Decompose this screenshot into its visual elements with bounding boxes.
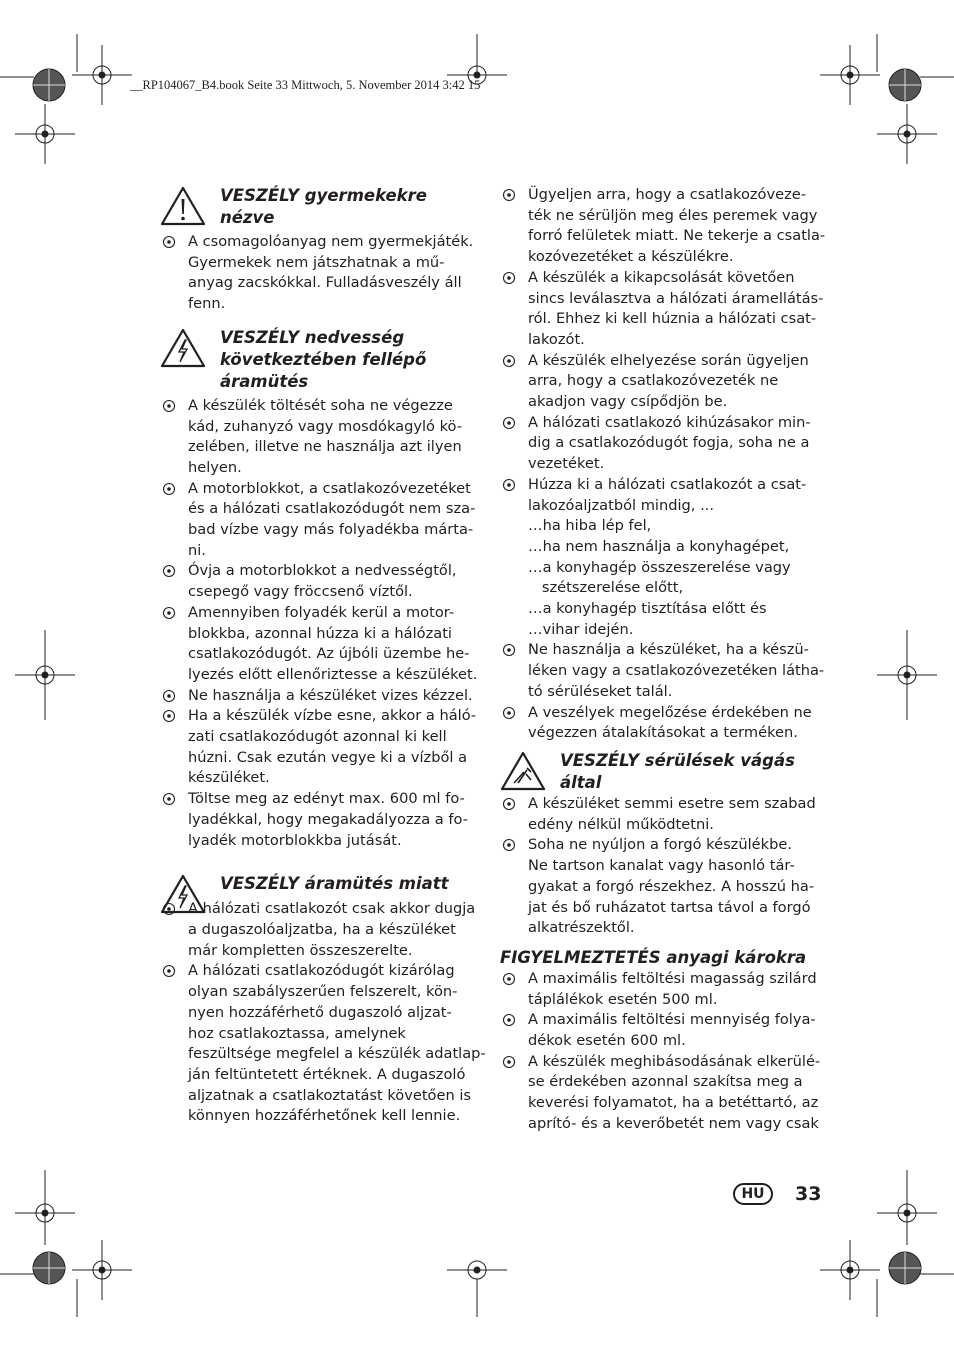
list-item-line: …a konyhagép összeszerelése vagy	[528, 558, 791, 576]
list-item-line: A készülék meghibásodásának elkerülé-	[528, 1052, 821, 1070]
warning-title	[220, 185, 482, 229]
list-item-line: arra, hogy a csatlakozóvezeték ne	[528, 372, 779, 390]
list-item-line: A maximális feltöltési magasság szilárd	[528, 969, 817, 987]
circled-dot-bullet-icon	[502, 706, 516, 720]
list-item-line: nyen hozzáférhető dugaszoló aljzat-	[188, 1003, 452, 1021]
list-item	[500, 351, 825, 413]
list-item	[160, 232, 482, 315]
list-item	[160, 961, 486, 1127]
list-item-line: alkatrészektől.	[528, 919, 635, 937]
language-badge: HU	[733, 1183, 773, 1205]
left-column	[160, 185, 486, 1127]
warning-heading	[160, 327, 482, 393]
list-item-line: zelében, illetve ne használja azt ilyen	[188, 438, 462, 456]
list-item-line: már kompletten összeszerelte.	[188, 941, 413, 959]
bullet-list	[500, 185, 825, 744]
list-item-line: A hálózati csatlakozódugót kizárólag	[188, 962, 455, 980]
list-item-line: tó sérüléseket talál.	[528, 682, 673, 700]
list-item-line: lyadékkal, hogy megakadályozza a fo-	[188, 810, 468, 828]
list-item-line: Soha ne nyúljon a forgó készülékbe.	[528, 836, 792, 854]
list-item	[500, 640, 825, 702]
list-item-line: A hálózati csatlakozó kihúzásakor min-	[528, 413, 811, 431]
right-column	[500, 185, 825, 1135]
list-item-line: fenn.	[188, 295, 226, 313]
list-item	[500, 268, 825, 351]
list-item-line: táplálékok esetén 500 ml.	[528, 990, 718, 1008]
list-item-line: A csomagolóanyag nem gyermekjáték.	[188, 233, 474, 250]
warning-title-line: VESZÉLY sérülések vágás	[560, 750, 795, 770]
page-number: 33	[795, 1183, 822, 1205]
list-item-line: Ne használja a készüléket vizes kézzel.	[188, 686, 473, 704]
list-item-line: dékok esetén 600 ml.	[528, 1032, 686, 1050]
bullet-list	[500, 969, 825, 1135]
list-item-line: aljzatnak a csatlakoztatást követően is	[188, 1086, 471, 1104]
circled-dot-bullet-icon	[502, 416, 516, 430]
bullet-list	[160, 396, 482, 851]
warning-triangle-icon	[160, 185, 206, 227]
circled-dot-bullet-icon	[162, 902, 176, 916]
list-item-line: lyezés előtt ellenőriztesse a készüléket.	[188, 665, 478, 683]
warning-title-line: VESZÉLY áramütés miatt	[220, 874, 449, 894]
list-item-line: lyadék motorblokkba jutását.	[188, 831, 402, 849]
list-item-line: keverési folyamatot, ha a betéttartó, az	[528, 1094, 819, 1112]
list-item-line: olyan szabályszerűen felszerelt, kön-	[188, 983, 458, 1001]
list-item-line: forró felületek miatt. Ne tekerje a csatla-	[528, 227, 826, 245]
list-item-line: kozóvezetéket a készülékre.	[528, 248, 734, 266]
circled-dot-bullet-icon	[162, 964, 176, 978]
circled-dot-bullet-icon	[502, 1013, 516, 1027]
bullet-list	[500, 794, 825, 939]
list-item-line: Amennyiben folyadék kerül a motor-	[188, 603, 455, 621]
list-item-line: készüléket.	[188, 769, 270, 787]
circled-dot-bullet-icon	[162, 709, 176, 723]
circled-dot-bullet-icon	[502, 643, 516, 657]
list-item-line: edény nélkül működtetni.	[528, 815, 714, 833]
circled-dot-bullet-icon	[502, 354, 516, 368]
list-item-line: kád, zuhanyzó vagy mosdókagyló kö-	[188, 417, 463, 435]
circled-dot-bullet-icon	[502, 1055, 516, 1069]
circled-dot-bullet-icon	[162, 606, 176, 620]
list-item-line: A készülék töltését soha ne végezze	[188, 396, 453, 414]
list-item	[160, 561, 482, 602]
list-item-line: könnyen hozzáférhetőnek kell lennie.	[188, 1107, 461, 1125]
list-item-line: A veszélyek megelőzése érdekében ne	[528, 703, 812, 721]
bullet-list	[160, 232, 482, 315]
list-item-line: léken vagy a csatlakozóvezetéken látha-	[528, 662, 825, 680]
list-item	[500, 413, 825, 475]
list-item	[500, 185, 825, 268]
list-item	[500, 1010, 825, 1051]
list-item	[160, 706, 482, 789]
list-item-line: ról. Ehhez ki kell húznia a hálózati csat-	[528, 310, 817, 328]
list-item-line: bad vízbe vagy más folyadékba márta-	[188, 521, 474, 539]
list-item-line: ték ne sérüljön meg éles peremek vagy	[528, 206, 818, 224]
list-item-line: A motorblokkot, a csatlakozóvezetéket	[188, 479, 471, 497]
warning-heading	[160, 185, 482, 229]
list-item-line: Ne tartson kanalat vagy hasonló tár-	[528, 857, 795, 875]
list-item	[160, 789, 482, 851]
list-item-line: sincs leválasztva a hálózati áramellátás-	[528, 289, 824, 307]
circled-dot-bullet-icon	[162, 564, 176, 578]
list-item-line: Gyermekek nem játszhatnak a mű-	[188, 253, 445, 271]
warning-title-line: VESZÉLY gyermekekre	[220, 186, 427, 205]
list-item-line: A hálózati csatlakozót csak akkor dugja	[188, 900, 476, 918]
circled-dot-bullet-icon	[502, 972, 516, 986]
list-item	[160, 686, 482, 707]
warning-title	[560, 750, 825, 794]
circled-dot-bullet-icon	[162, 792, 176, 806]
circled-dot-bullet-icon	[162, 235, 176, 249]
circled-dot-bullet-icon	[502, 838, 516, 852]
list-item-line: és a hálózati csatlakozódugót nem sza-	[188, 500, 476, 518]
list-item-line: …ha hiba lép fel,	[528, 517, 652, 535]
list-item-line: Ne használja a készüléket, ha a készü-	[528, 641, 809, 659]
circled-dot-bullet-icon	[162, 689, 176, 703]
material-damage-warning-title: FIGYELMEZTETÉS anyagi károkra	[500, 947, 807, 967]
warning-title-line: VESZÉLY nedvesség	[220, 327, 405, 347]
bullet-list	[160, 899, 486, 1127]
circled-dot-bullet-icon	[162, 399, 176, 413]
warning-title-line: áramütés	[220, 371, 309, 391]
list-item-line: jat és bő ruházatot tartsa távol a forgó	[528, 898, 811, 916]
circled-dot-bullet-icon	[162, 482, 176, 496]
list-item-line: feszültsége megfelel a készülék adatlap-	[188, 1045, 486, 1063]
list-item-line: Ügyeljen arra, hogy a csatlakozóveze-	[528, 186, 807, 203]
list-item-line: húzni. Csak ezután vegye ki a vízből a	[188, 748, 468, 766]
list-item-line: anyag zacskókkal. Fulladásveszély áll	[188, 274, 462, 292]
page-footer	[733, 1183, 821, 1205]
list-item-line: Töltse meg az edényt max. 600 ml fo-	[188, 790, 465, 808]
list-item	[160, 899, 482, 961]
list-item-line: csepegő vagy fröccsenő víztől.	[188, 583, 413, 601]
list-item-line: aprító- és a keverőbetét nem vagy csak	[528, 1114, 819, 1132]
list-item-line: zati csatlakozódugót azonnal ki kell	[188, 728, 447, 746]
list-item-line: Húzza ki a hálózati csatlakozót a csat-	[528, 475, 807, 493]
list-item-line: se érdekében azonnal szakítsa meg a	[528, 1073, 803, 1091]
list-item-line: …vihar idején.	[528, 620, 634, 638]
warning-title-line: következtében fellépő	[220, 349, 427, 369]
list-item-line: hoz csatlakoztassa, amelynek	[188, 1024, 406, 1042]
list-item-line: vezetéket.	[528, 455, 605, 473]
circled-dot-bullet-icon	[502, 797, 516, 811]
warning-title	[220, 873, 482, 895]
list-item-line: A készülék elhelyezése során ügyeljen	[528, 351, 809, 369]
circled-dot-bullet-icon	[502, 188, 516, 202]
list-item-line: lakozóaljzatból mindig, ...	[528, 496, 715, 514]
warning-heading	[160, 873, 482, 895]
warning-title	[220, 327, 482, 393]
warning-heading	[500, 750, 825, 794]
list-item-line: szétszerelése előtt,	[528, 579, 684, 597]
list-item-line: lakozót.	[528, 330, 585, 348]
list-item-line: A maximális feltöltési mennyiség folya-	[528, 1011, 816, 1029]
list-item-line: …a konyhagép tisztítása előtt és	[528, 600, 767, 618]
list-item-line: gyakat a forgó részekhez. A hosszú ha-	[528, 877, 815, 895]
list-item-line: Ha a készülék vízbe esne, akkor a háló-	[188, 707, 477, 725]
warning-title-line: által	[560, 772, 602, 792]
list-item-line: csatlakozódugót. Az újbóli üzembe he-	[188, 645, 470, 663]
list-item-line: ján feltüntetett értéknek. A dugaszoló	[188, 1065, 466, 1083]
circled-dot-bullet-icon	[502, 478, 516, 492]
list-item	[500, 835, 825, 939]
electric-shock-icon	[160, 327, 206, 369]
list-item-line: akadjon vagy csípődjön be.	[528, 393, 728, 411]
list-item-line: ni.	[188, 541, 206, 559]
list-item-line: blokkba, azonnal húzza ki a hálózati	[188, 624, 452, 642]
list-item	[500, 1052, 825, 1135]
list-item-line: a dugaszolóaljzatba, ha a készüléket	[188, 920, 456, 938]
list-item-line: dig a csatlakozódugót fogja, soha ne a	[528, 434, 810, 452]
cut-hazard-icon	[500, 750, 546, 792]
warning-title-line: nézve	[220, 208, 275, 227]
list-item-line: Óvja a motorblokkot a nedvességtől,	[188, 562, 457, 580]
list-item	[160, 396, 482, 479]
list-item	[500, 703, 825, 744]
list-item	[500, 794, 825, 835]
list-item-line: A készülék a kikapcsolását követően	[528, 268, 795, 286]
list-item	[160, 603, 482, 686]
list-item-line: A készüléket semmi esetre sem szabad	[528, 794, 816, 812]
list-item-line: …ha nem használja a konyhagépet,	[528, 537, 790, 555]
circled-dot-bullet-icon	[502, 271, 516, 285]
list-item	[500, 475, 825, 641]
list-item	[500, 969, 825, 1010]
list-item	[160, 479, 482, 562]
list-item-line: helyen.	[188, 458, 242, 476]
print-header: __RP104067_B4.book Seite 33 Mittwoch, 5. November 2014 3:42 15	[130, 78, 481, 92]
list-item-line: végezzen átalakításokat a terméken.	[528, 724, 798, 742]
